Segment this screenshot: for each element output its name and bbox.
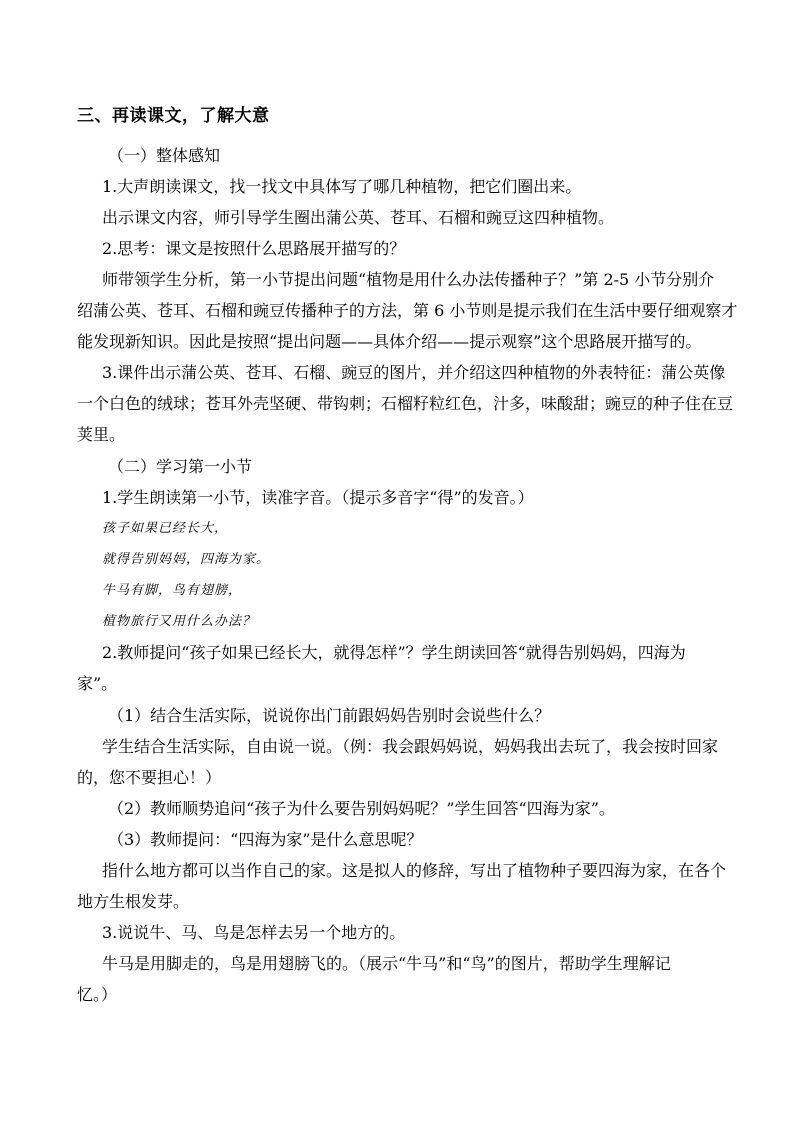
poem-line: 牛马有脚，鸟有翅膀， [102, 583, 243, 598]
paragraph-line: 指什么地方都可以当作自己的家。这是拟人的修辞，写出了植物种子要四海为家，在各个 [102, 861, 727, 880]
paragraph-line: 一个白色的绒球；苍耳外壳坚硬、带钩刺；石榴籽粒红色，汁多，味酸甜；豌豆的种子住在豆 [77, 394, 734, 413]
paragraph: 出示课文内容，师引导学生圈出蒲公英、苍耳、石榴和豌豆这四种植物。 [102, 208, 615, 227]
paragraph-line: 家”。 [77, 674, 118, 693]
section-heading: 三、再读课文，了解大意 [77, 106, 270, 126]
question: （1）结合生活实际，说说你出门前跟妈妈告别时会说些什么？ [108, 706, 551, 725]
paragraph: 1.大声朗读课文，找一找文中具体写了哪几种植物，把它们圈出来。 [102, 177, 582, 196]
paragraph: 3.说说牛、马、鸟是怎样去另一个地方的。 [102, 923, 406, 942]
paragraph-line: 牛马是用脚走的，鸟是用翅膀飞的。（展示“牛马”和“鸟”的图片，帮助学生理解记 [102, 954, 671, 973]
subsection-title-overall: （一）整体感知 [108, 146, 221, 165]
paragraph: 2.思考：课文是按照什么思路展开描写的？ [102, 239, 406, 258]
poem-line: 就得告别妈妈，四海为家。 [102, 552, 271, 567]
paragraph-line: 3.课件出示蒲公英、苍耳、石榴、豌豆的图片，并介绍这四种植物的外表特征：蒲公英像 [102, 363, 726, 382]
poem-line: 植物旅行又用什么办法？ [102, 614, 257, 629]
paragraph-line: 2.教师提问“孩子如果已经长大，就得怎样”？学生朗读回答“就得告别妈妈，四海为 [102, 643, 686, 662]
paragraph-line: 学生结合生活实际，自由说一说。（例：我会跟妈妈说，妈妈我出去玩了，我会按时回家 [102, 737, 719, 756]
question: （2）教师顺势追问“孩子为什么要告别妈妈呢？”学生回答“四海为家”。 [108, 799, 615, 818]
paragraph-line: 绍蒲公英、苍耳、石榴和豌豆传播种子的方法，第 6 小节则是提示我们在生活中要仔细观察才 [77, 301, 738, 320]
paragraph: 1.学生朗读第一小节，读准字音。（提示多音字“得”的发音。） [102, 488, 534, 507]
paragraph-line: 的，您不要担心！） [77, 768, 222, 787]
paragraph-line: 师带领学生分析，第一小节提出问题“植物是用什么办法传播种子？”第 2-5 小节分别介 [102, 270, 715, 289]
paragraph-line: 能发现新知识。因此是按照“提出问题——具体介绍——提示观察”这个思路展开描写的。 [77, 332, 702, 351]
question: （3）教师提问：“四海为家”是什么意思呢？ [108, 830, 423, 849]
paragraph-line: 地方生根发芽。 [77, 892, 190, 911]
paragraph-line: 忆。） [77, 985, 118, 1004]
subsection-title-first-stanza: （二）学习第一小节 [108, 457, 253, 476]
poem-line: 孩子如果已经长大， [102, 521, 229, 536]
paragraph-line: 荚里。 [77, 425, 126, 444]
